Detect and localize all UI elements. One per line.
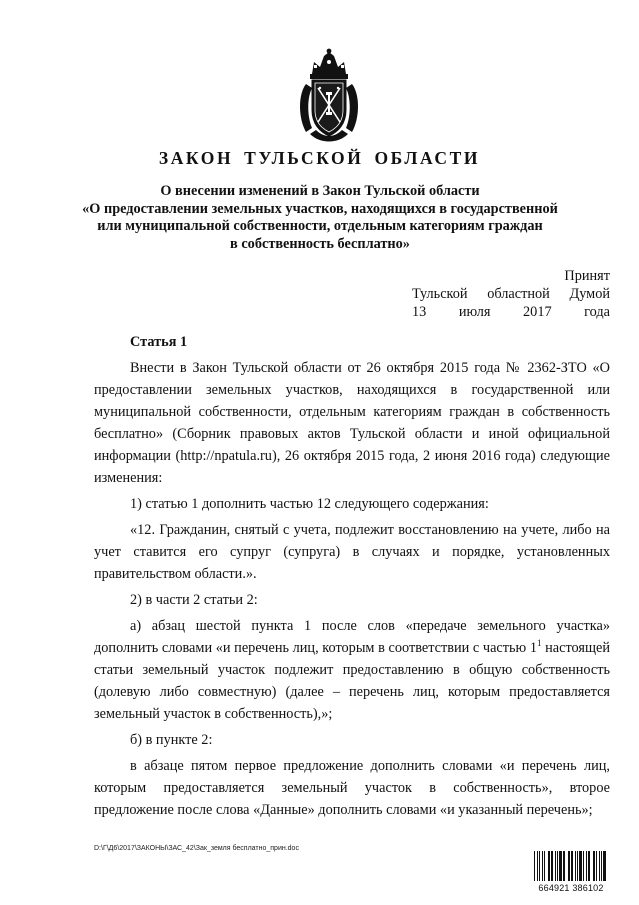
adoption-word: Думой (569, 286, 610, 302)
barcode-bar (551, 851, 553, 881)
barcode-bar (559, 851, 562, 881)
adoption-word: года (584, 304, 610, 320)
article-paragraph: в абзаце пятом первое предложение дополнить словами «и перечень лиц, которым предоставляется земельный участок в собственность», второе предложение после слова «Данные» дополнить словами «и указанный перечень»; (94, 758, 610, 818)
adoption-month: июля (458, 304, 491, 320)
barcode-bar (599, 851, 600, 881)
subtitle-line: «О предоставлении земельных участков, находящихся в государственной (82, 200, 558, 217)
barcode-bar (542, 851, 543, 881)
adoption-block (412, 267, 610, 321)
subtitle-line: О внесении изменений в Закон Тульской области (160, 183, 480, 199)
barcode-bar (571, 851, 573, 881)
barcode-bar (568, 851, 570, 881)
barcode-bar (544, 851, 545, 881)
barcode-bar (534, 851, 535, 881)
barcode-bar (577, 851, 578, 881)
barcode-bar (555, 851, 556, 881)
paragraph-text: а) абзац шестой пункта 1 после слов «передаче земельного участка» дополнить словами «и перечень лиц, которым в соответствии с частью 1 (94, 618, 610, 656)
article-paragraph: 1) статью 1 дополнить частью 12 следующего содержания: (130, 496, 489, 512)
subtitle-line: в собственность бесплатно» (230, 235, 410, 252)
adoption-day: 13 (412, 304, 427, 320)
barcode-bar (596, 851, 597, 881)
barcode-number: 664921 386102 (538, 883, 604, 893)
adoption-date (412, 303, 610, 321)
adoption-word: областной (487, 286, 550, 302)
barcode-bar (579, 851, 582, 881)
adoption-line (412, 285, 610, 303)
barcode-bar (548, 851, 550, 881)
adoption-line: Принят (564, 268, 610, 284)
article-paragraph-a (94, 615, 610, 725)
superscript: 1 (537, 638, 542, 648)
law-subtitle (80, 183, 560, 253)
article-paragraph: «12. Гражданин, снятый с учета, подлежит восстановлению на учете, либо на учет ставится его супруг (супруга) в случаях и порядке, установленных правительством области.». (94, 522, 610, 582)
barcode-bar (583, 851, 584, 881)
barcode-bar (539, 851, 540, 881)
barcode-bar (603, 851, 606, 881)
article-body (94, 357, 610, 825)
article-paragraph: б) в пункте 2: (130, 732, 213, 748)
law-title: ЗАКОН ТУЛЬСКОЙ ОБЛАСТИ (158, 148, 481, 168)
barcode-bar (593, 851, 595, 881)
paragraph-text: настоящей статьи земельный участок подлежит предоставлению в общую собственность (долевую либо совместную) (далее – перечень лиц, которым предоставляется земельный участок в собственность),»; (94, 640, 610, 722)
barcode-icon (534, 851, 608, 881)
footer-file-path: D:\Г\Д6\2017\ЗАКОНЫ\ЗАС_42\Зак_земля бесплатно_прин.doc (94, 845, 299, 852)
barcode-bar (537, 851, 538, 881)
tula-coat-of-arms-icon (296, 48, 362, 146)
barcode-bar (601, 851, 602, 881)
barcode-bar (563, 851, 565, 881)
barcode-bar (557, 851, 558, 881)
barcode-bar (586, 851, 587, 881)
subtitle-line: или муниципальной собственности, отдельным категориям граждан (97, 218, 543, 234)
adoption-year: 2017 (523, 304, 552, 320)
barcode-bar (588, 851, 590, 881)
barcode-bar (575, 851, 576, 881)
article-paragraph: Внести в Закон Тульской области от 26 октября 2015 года № 2362-ЗТО «О предоставлении земельных участков, находящихся в государственной или муниципальной собственности, отдельным категориям граждан в собственность бесплатно» (Сборник правовых актов Тульской области и иной официальной информации (http://npatula.ru), 26 октября 2015 года, 2 июня 2016 года) следующие изменения: (94, 360, 610, 486)
article-heading: Статья 1 (130, 334, 188, 350)
adoption-word: Тульской (412, 286, 468, 302)
article-paragraph: 2) в части 2 статьи 2: (130, 592, 258, 608)
